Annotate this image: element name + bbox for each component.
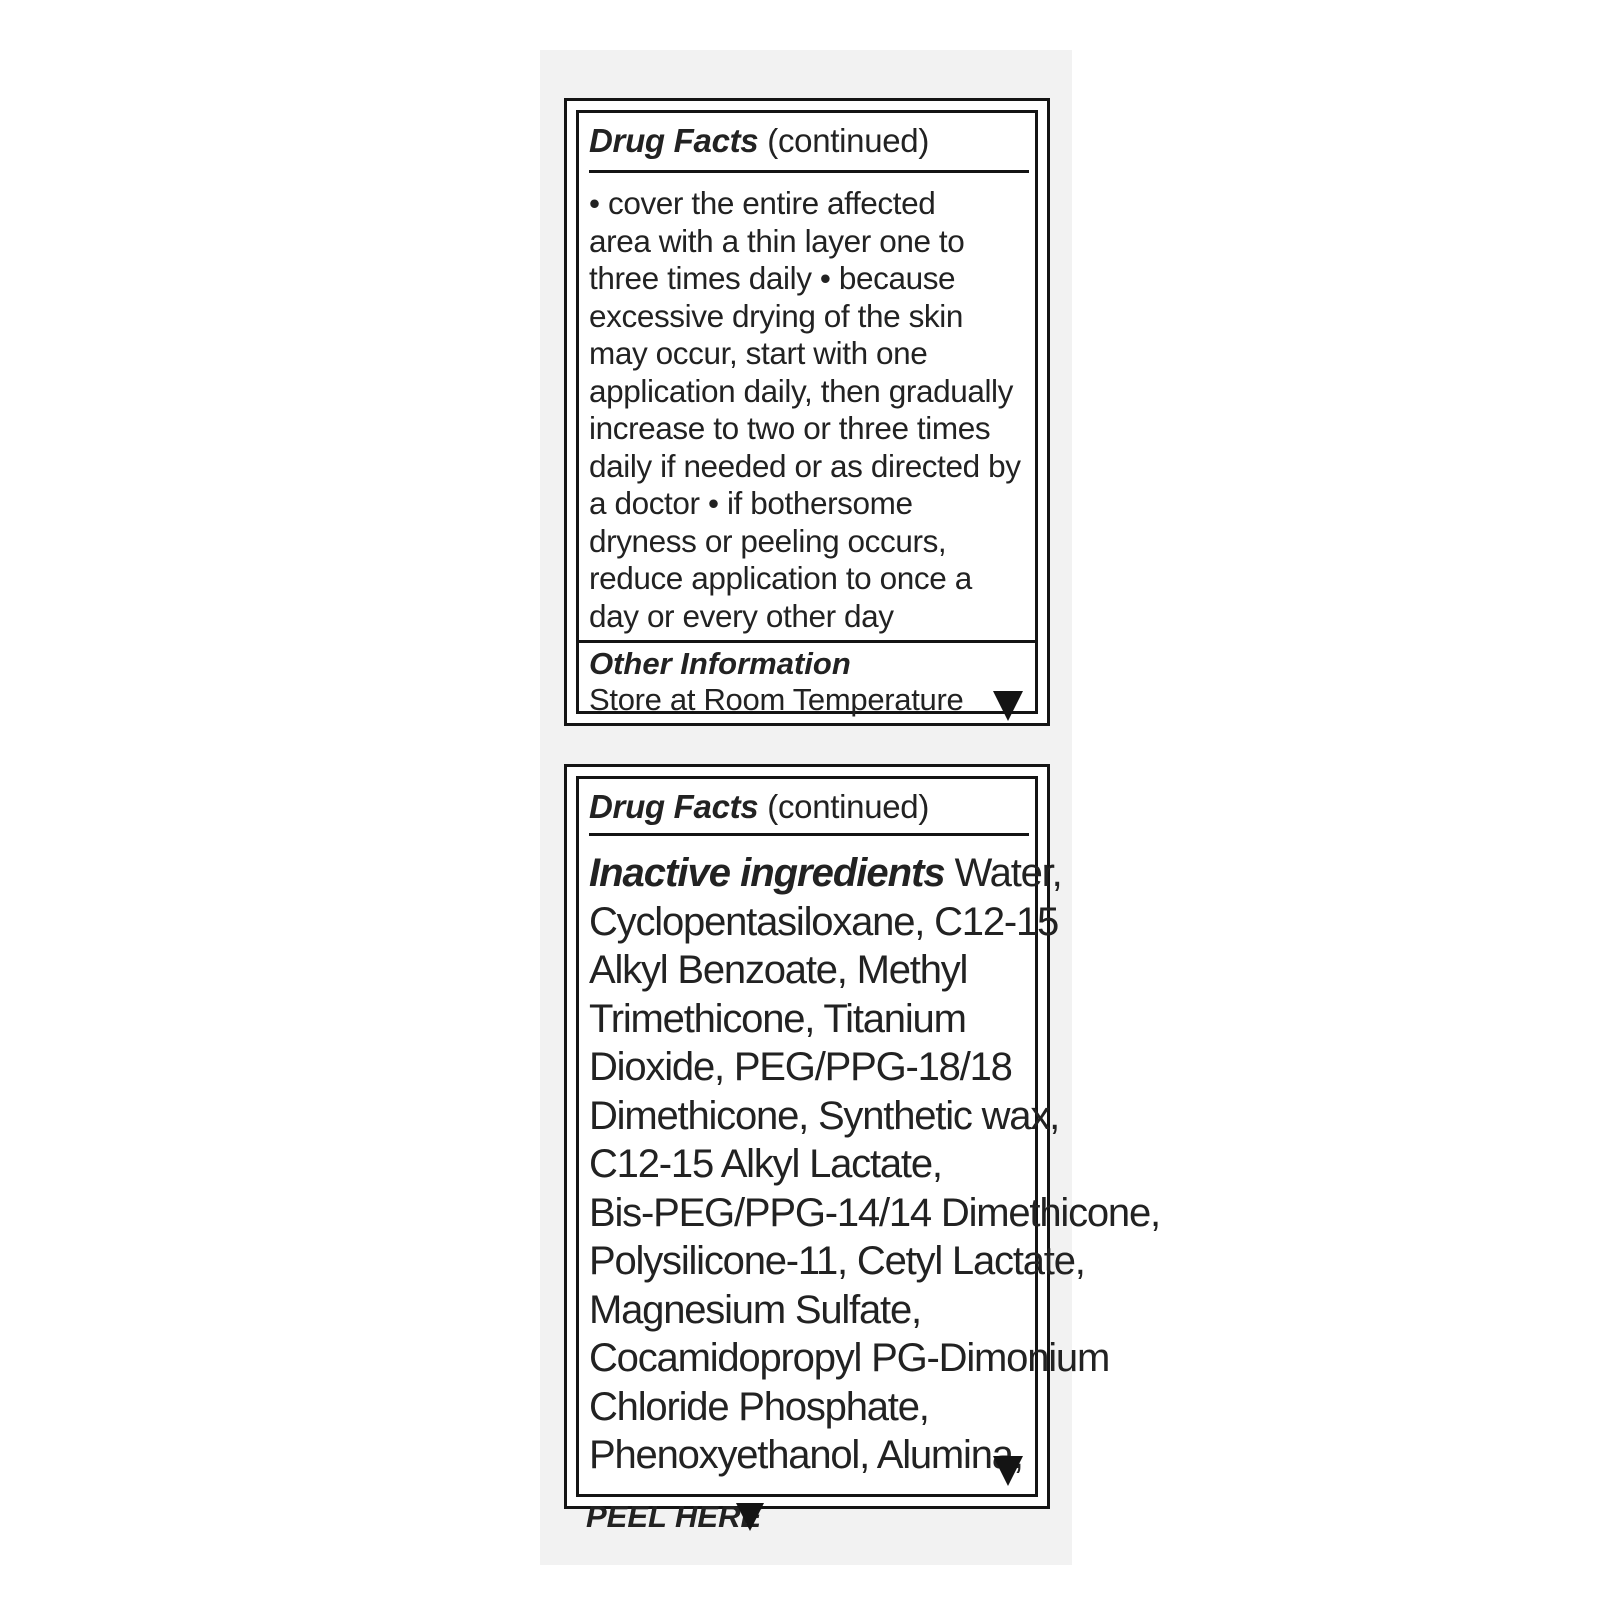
text-line: increase to two or three times	[589, 410, 991, 446]
text-line: C12-15 Alkyl Lactate,	[589, 1142, 942, 1186]
inactive-ingredients-text	[589, 849, 1160, 1480]
other-information-heading: Other Information	[589, 646, 851, 681]
text-line: application daily, then gradually	[589, 372, 1014, 409]
text-line: area with a thin layer one to	[589, 222, 965, 259]
text-line: Water,	[954, 851, 1062, 895]
text-line: daily if needed or as directed by	[589, 447, 1021, 484]
text-line: Trimethicone, Titanium	[589, 996, 966, 1041]
drug-facts-panel-ingredients	[564, 764, 1160, 1509]
panel-header	[589, 787, 1025, 827]
peel-here-label[interactable]	[586, 1497, 761, 1537]
drug-facts-title: Drug Facts	[589, 788, 759, 825]
header-rule	[589, 170, 1029, 173]
text-line: a doctor • if bothersome	[589, 485, 913, 521]
panel-header	[589, 121, 1025, 161]
text-line: Bis-PEG/PPG-14/14 Dimethicone,	[589, 1190, 1160, 1235]
panel-inner-border	[576, 776, 1160, 1497]
header-rule	[589, 833, 1029, 836]
text-line: day or every other day	[589, 597, 894, 634]
continued-label: (continued)	[767, 122, 930, 159]
text-line: may occur, start with one	[589, 335, 928, 371]
text-line: reduce application to once a	[589, 560, 972, 596]
text-line: Dioxide, PEG/PPG-18/18	[589, 1045, 1012, 1089]
down-triangle-icon	[993, 691, 1023, 721]
inactive-ingredients-heading: Inactive ingredients	[589, 851, 945, 895]
text-line: Chloride Phosphate,	[589, 1384, 929, 1429]
text-line: Alkyl Benzoate, Methyl	[589, 948, 968, 992]
text-line: dryness or peeling occurs,	[589, 522, 947, 559]
peel-here-text: PEEL HERE	[586, 1499, 762, 1534]
text-line: excessive drying of the skin	[589, 297, 963, 334]
down-triangle-icon	[736, 1503, 764, 1531]
continued-label: (continued)	[767, 788, 930, 825]
text-line: three times daily • because	[589, 260, 956, 296]
text-line: Magnesium Sulfate,	[589, 1287, 921, 1332]
text-line: • cover the entire affected	[589, 185, 936, 221]
storage-text: Store at Room Temperature	[589, 682, 964, 717]
text-line: Phenoxyethanol, Alumina,	[589, 1433, 1023, 1477]
text-line: Cocamidopropyl PG-Dimonium	[589, 1336, 1110, 1380]
down-triangle-icon	[993, 1456, 1023, 1486]
section-divider	[579, 640, 1035, 643]
text-line: Polysilicone-11, Cetyl Lactate,	[589, 1239, 1085, 1283]
panel-inner-border	[576, 110, 1038, 717]
text-line: Cyclopentasiloxane, C12-15	[589, 899, 1059, 944]
directions-text	[589, 185, 1031, 635]
drug-facts-panel-directions	[564, 98, 1050, 726]
text-line: Dimethicone, Synthetic wax,	[589, 1093, 1060, 1138]
drug-facts-title: Drug Facts	[589, 122, 759, 159]
